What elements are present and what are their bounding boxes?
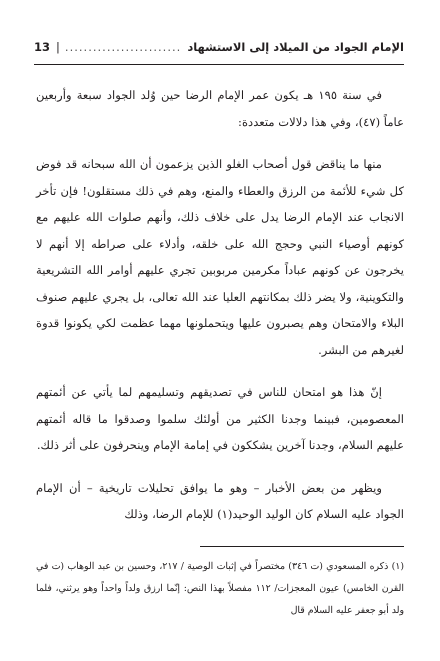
leader-dots [66, 40, 181, 54]
footnote-1: (١) ذكره المسعودي (ت ٣٤٦) مختصراً في إثبات الوصية / ٢١٧، وحسين بن عبد الوهاب (ت في القرن الخامس) عيون المعجزات/ ١١٢ مفصلاً بهذا النص: إنّما ارزق ولداً واحداً وهو يرثني، فلما ولد أبو جعفر عليه السلام قال [36, 561, 404, 616]
main-text [36, 82, 404, 528]
header-rule [34, 64, 404, 65]
paragraph-4: ويظهر من بعض الأخبار – وهو ما يوافق تحليلات تاريخية – أن الإمام الجواد عليه السلام كان الوليد الوحيد(١) للإمام الرضا، وذلك [36, 480, 404, 521]
footnote-rule [200, 546, 404, 547]
header-separator: | [56, 40, 60, 54]
paragraph-2: منها ما يناقض قول أصحاب الغلو الذين يزعمون أن الله سبحانه قد فوض كل شيء للأئمة من الرزق والعطاء والمنع، وهم في ذلك مستقلون! فإن تأخر الانجاب عند الإمام الرضا يدل على خلاف ذلك، وأنهم صلوات الله عليهم مع كونهم أوصياء النبي وحجج الله على خلقه، وأدلاء على صراطه إلا أنهم لا يخرجون عن كونهم عباداً مكرمين مربوبين تجري عليهم أوامر الله التشريعية والتكوينية، ولا يضر ذلك بمكانتهم العليا عند الله تعالى، بل يجري عليهم صنوف البلاء والامتحان وهم يصبرون عليها ويتحملونها مهما عظمت لكي يكونوا قدوة لغيرهم من البشر. [36, 157, 404, 357]
book-title: الإمام الجواد من الميلاد إلى الاستشهاد [187, 40, 404, 54]
footnotes [36, 556, 404, 622]
paragraph-3: إنّ هذا هو امتحان للناس في تصديقهم وتسليمهم لما يأتي عن أئمتهم المعصومين، فبينما وجدنا الكثير من أولئك سلموا وصدقوا ما قاله أئمتهم عليهم السلام، وجدنا آخرين يشككون في إمامة الإمام وينحرفون على أثر ذلك. [36, 385, 404, 452]
page-number: 13 [34, 40, 51, 54]
running-head [34, 38, 404, 56]
paragraph-1: في سنة ١٩٥ هـ يكون عمر الإمام الرضا حين وُلد الجواد سبعة وأربعين عاماً (٤٧)، وفي هذا دلالات متعددة: [36, 88, 404, 129]
